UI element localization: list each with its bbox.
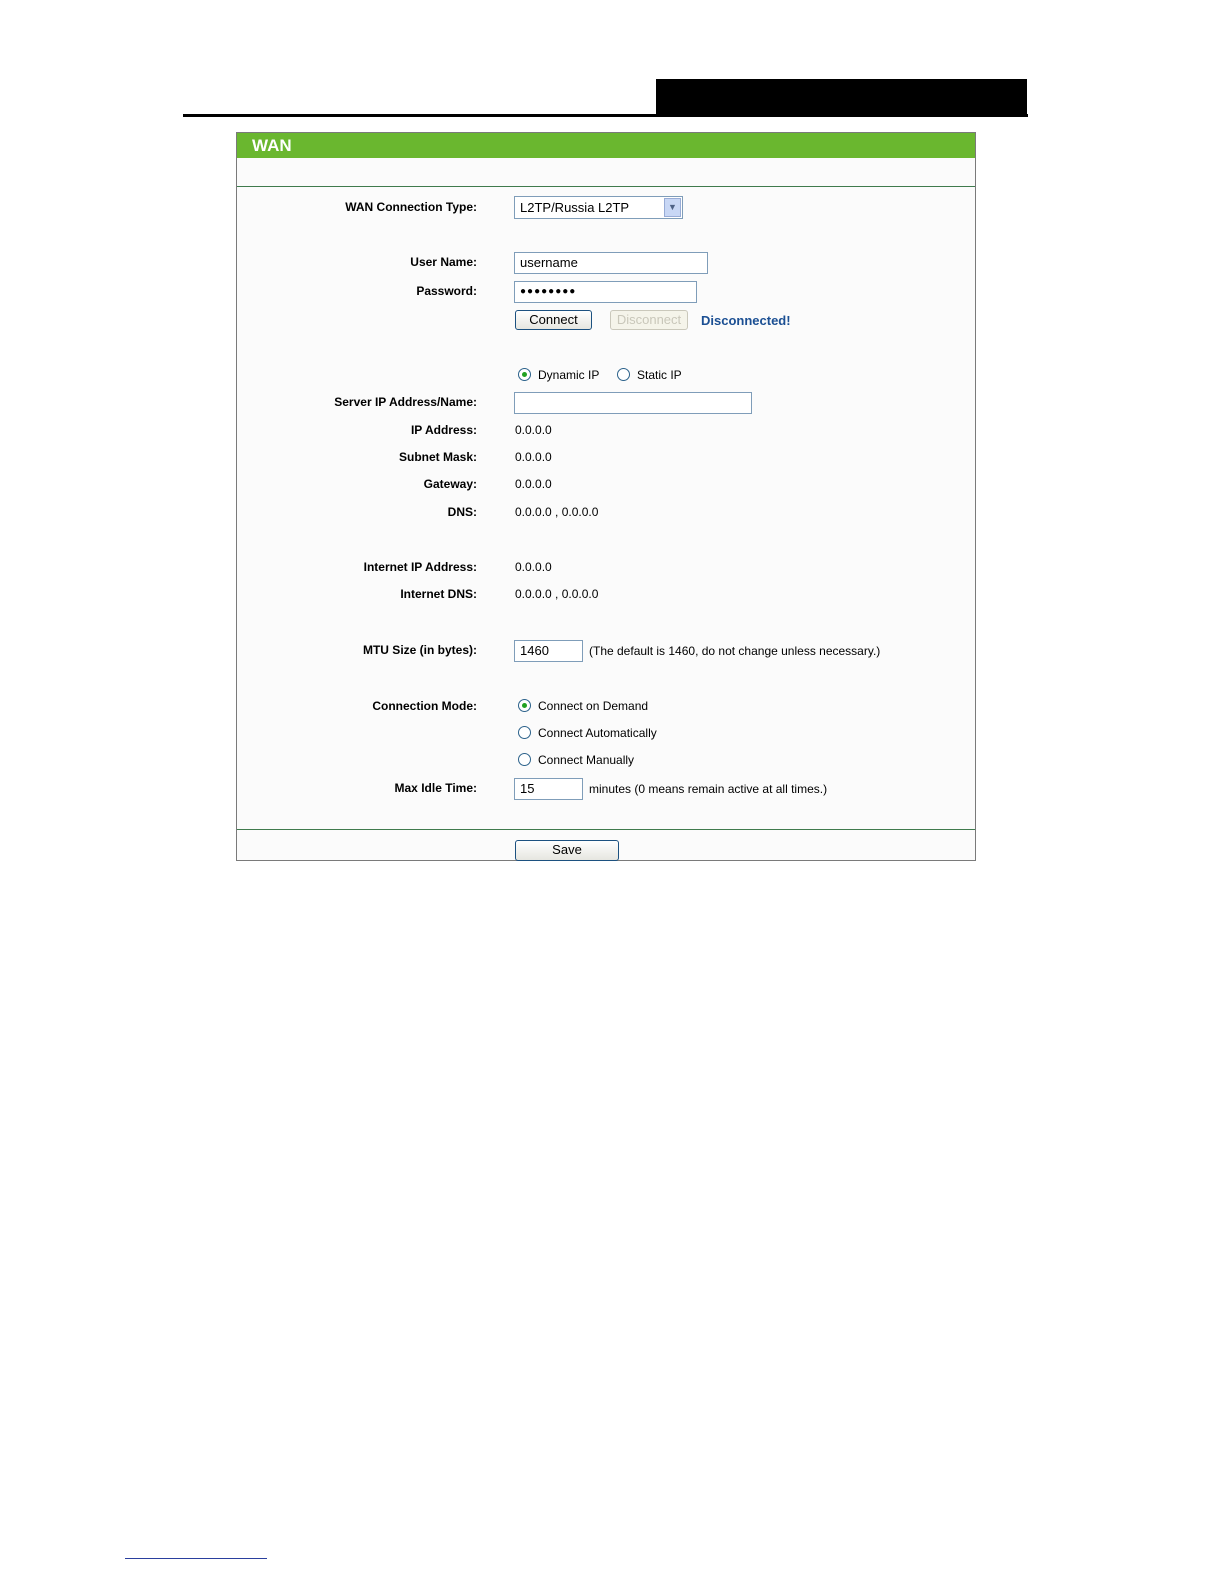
radio-connect-manually[interactable] bbox=[518, 753, 634, 767]
dns-value: 0.0.0.0 , 0.0.0.0 bbox=[515, 505, 599, 519]
internet-ip-label: Internet IP Address: bbox=[363, 560, 477, 574]
connection-mode-label: Connection Mode: bbox=[372, 699, 477, 713]
radio-dynamic-ip[interactable] bbox=[518, 368, 599, 382]
radio-connect-on-demand[interactable] bbox=[518, 699, 648, 713]
radio-unchecked-icon[interactable] bbox=[617, 368, 630, 381]
header-rule bbox=[183, 114, 1028, 117]
radio-static-ip-label: Static IP bbox=[637, 368, 682, 382]
radio-unchecked-icon[interactable] bbox=[518, 726, 531, 739]
username-label: User Name: bbox=[410, 255, 477, 269]
password-label: Password: bbox=[416, 284, 477, 298]
wan-type-value: L2TP/Russia L2TP bbox=[520, 200, 630, 215]
wan-type-label: WAN Connection Type: bbox=[345, 200, 477, 214]
dns-label: DNS: bbox=[447, 505, 477, 519]
mtu-hint: (The default is 1460, do not change unless necessary.) bbox=[589, 644, 881, 658]
mtu-label: MTU Size (in bytes): bbox=[362, 643, 477, 657]
bottom-separator bbox=[237, 829, 975, 830]
top-separator bbox=[237, 186, 975, 187]
max-idle-label: Max Idle Time: bbox=[394, 781, 477, 795]
server-input[interactable] bbox=[514, 392, 752, 414]
wan-panel bbox=[236, 132, 976, 861]
max-idle-hint: minutes (0 means remain active at all times.) bbox=[589, 782, 828, 796]
radio-checked-icon[interactable] bbox=[518, 699, 531, 712]
connection-status: Disconnected! bbox=[701, 313, 791, 328]
radio-connect-on-demand-label: Connect on Demand bbox=[538, 699, 649, 713]
username-input[interactable]: username bbox=[514, 252, 708, 274]
save-button[interactable]: Save bbox=[515, 840, 619, 861]
radio-connect-automatically[interactable] bbox=[518, 726, 657, 740]
internet-dns-value: 0.0.0.0 , 0.0.0.0 bbox=[515, 587, 599, 601]
mtu-input[interactable]: 1460 bbox=[514, 640, 583, 662]
ip-label: IP Address: bbox=[410, 423, 477, 437]
radio-connect-automatically-label: Connect Automatically bbox=[538, 726, 657, 740]
disconnect-button[interactable]: Disconnect bbox=[610, 310, 688, 330]
server-label: Server IP Address/Name: bbox=[334, 395, 477, 409]
radio-checked-icon[interactable] bbox=[518, 368, 531, 381]
radio-connect-manually-label: Connect Manually bbox=[538, 753, 635, 767]
radio-static-ip[interactable] bbox=[617, 368, 682, 382]
mask-value: 0.0.0.0 bbox=[515, 450, 552, 464]
internet-dns-label: Internet DNS: bbox=[400, 587, 477, 601]
radio-unchecked-icon[interactable] bbox=[518, 753, 531, 766]
radio-dynamic-ip-label: Dynamic IP bbox=[538, 368, 600, 382]
max-idle-input[interactable]: 15 bbox=[514, 778, 583, 800]
internet-ip-value: 0.0.0.0 bbox=[515, 560, 552, 574]
gateway-label: Gateway: bbox=[423, 477, 477, 491]
password-input[interactable]: ●●●●●●●● bbox=[514, 281, 697, 303]
panel-title: WAN bbox=[237, 133, 975, 158]
wan-type-select[interactable] bbox=[514, 196, 683, 219]
footer-rule bbox=[125, 1558, 267, 1559]
connect-button[interactable]: Connect bbox=[515, 310, 592, 330]
mask-label: Subnet Mask: bbox=[398, 450, 477, 464]
ip-value: 0.0.0.0 bbox=[515, 423, 552, 437]
header-black-block bbox=[656, 79, 1027, 117]
gateway-value: 0.0.0.0 bbox=[515, 477, 552, 491]
chevron-down-icon[interactable]: ▼ bbox=[664, 198, 681, 217]
